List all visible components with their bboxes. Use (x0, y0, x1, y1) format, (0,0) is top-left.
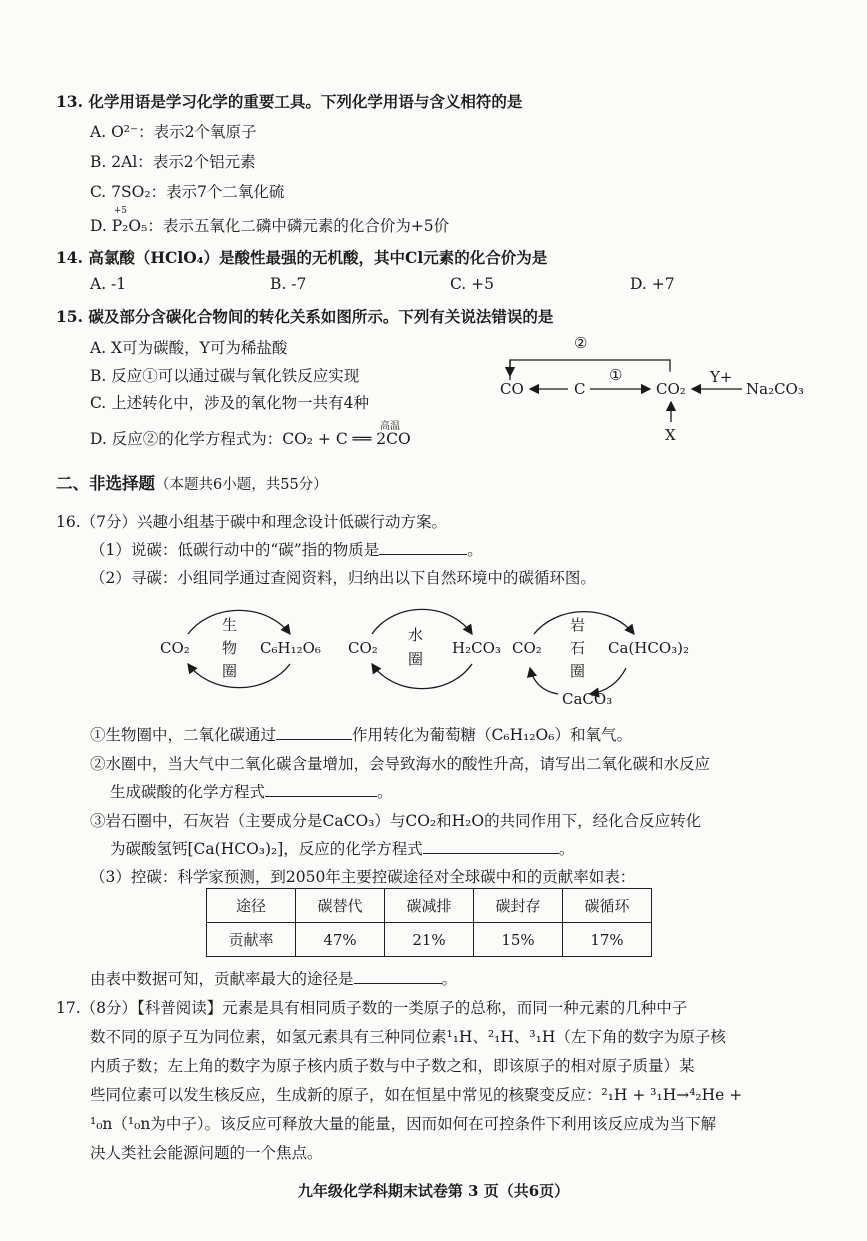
q16-sub1 (90, 723, 632, 745)
q13-option-a (90, 120, 257, 142)
option-label: A. (90, 123, 107, 141)
q16-sub1-text-b: 作用转化为葡萄糖（C₆H₁₂O₆）和氧气。 (352, 726, 632, 744)
co-label: CO (500, 380, 524, 398)
rock-char-2: 石 (570, 639, 586, 657)
section-note: （本题共6小题，共55分） (155, 477, 328, 493)
table-header-row (207, 889, 652, 923)
page-footer: 九年级化学科期末试卷第 3 页（共6页） (297, 1182, 570, 1200)
x-label: X (665, 426, 676, 444)
carbon-cycle-diagram (150, 590, 710, 716)
water-co2: CO₂ (348, 639, 378, 657)
answer-blank[interactable] (379, 540, 467, 555)
q16-part1-text: （1）说碳：低碳行动中的“碳”指的物质是 (90, 541, 380, 559)
option-label: B. (90, 153, 107, 171)
rock-co2: CO₂ (512, 639, 542, 657)
bio-char-2: 物 (222, 639, 238, 657)
q17-line1: 17.（8分）【科普阅读】元素是具有相同质子数的一类原子的总称，而同一种元素的几种中子 (56, 999, 688, 1017)
h2co3-label: H₂CO₃ (452, 639, 501, 657)
answer-blank[interactable] (423, 839, 559, 854)
table-cell: 47% (296, 923, 385, 957)
period: 。 (467, 541, 483, 559)
q16-conclusion (90, 967, 457, 989)
table-header-cell: 碳替代 (296, 889, 385, 923)
table-cell: 21% (385, 923, 474, 957)
q13-stem: 13. 化学用语是学习化学的重要工具。下列化学用语与含义相符的是 (56, 92, 523, 111)
q16-conclusion-text: 由表中数据可知，贡献率最大的途径是 (90, 970, 354, 988)
bio-co2: CO₂ (160, 639, 190, 657)
table-cell: 17% (563, 923, 652, 957)
option-label: D. (90, 217, 107, 235)
q14-option-d: D. +7 (630, 275, 675, 293)
answer-blank[interactable] (276, 725, 352, 740)
table-header-cell: 碳减排 (385, 889, 474, 923)
section-heading (56, 470, 328, 494)
valence-wrap (111, 206, 450, 235)
q15-option-b: B. 反应①可以通过碳与氧化铁反应实现 (90, 367, 360, 385)
q16-stem: 16.（7分）兴趣小组基于碳中和理念设计低碳行动方案。 (56, 513, 448, 531)
q15-stem: 15. 碳及部分含碳化合物间的转化关系如图所示。下列有关说法错误的是 (56, 307, 554, 326)
option-text: 7SO₂：表示7个二氧化硫 (111, 183, 285, 201)
period: 。 (441, 970, 458, 988)
option-text: O²⁻：表示2个氧原子 (111, 123, 257, 141)
table-header-cell: 碳循环 (563, 889, 652, 923)
table-cell: 15% (474, 923, 563, 957)
q15-option-a: A. X可为碳酸，Y可为稀盐酸 (90, 339, 288, 357)
bio-forward-arrow (188, 610, 290, 634)
table-header-cell: 途径 (207, 889, 296, 923)
q16-part2: （2）寻碳：小组同学通过查阅资料，归纳出以下自然环境中的碳循环图。 (90, 569, 596, 587)
q15-option-c: C. 上述转化中，涉及的氧化物一共有4种 (90, 394, 370, 412)
q16-sub2-line1: ②水圈中，当大气中二氧化碳含量增加，会导致海水的酸性升高，请写出二氧化碳和水反应 (90, 755, 711, 773)
option-text: P₂O₅：表示五氧化二磷中磷元素的化合价为+5价 (111, 217, 450, 235)
q14-stem: 14. 高氯酸（HClO₄）是酸性最强的无机酸，其中Cl元素的化合价为是 (56, 248, 548, 267)
answer-blank[interactable] (354, 969, 442, 984)
q17-line4: 些同位素可以发生核反应，生成新的原子，如在恒星中常见的核聚变反应：²₁H + ³₁H→⁴₂He + (90, 1086, 743, 1104)
q13-option-d (90, 206, 450, 236)
q14-option-c: C. +5 (450, 275, 495, 293)
q14-option-b: B. -7 (270, 275, 307, 293)
bio-char-3: 圈 (222, 662, 238, 680)
q13-option-b (90, 150, 256, 172)
caco3-label: CaCO₃ (562, 690, 613, 708)
answer-blank[interactable] (265, 782, 377, 797)
option-label: C. (90, 183, 107, 201)
cahco3-label: Ca(HCO₃)₂ (608, 639, 690, 657)
rock-char-3: 圈 (570, 662, 586, 680)
q16-part3: （3）控碳：科学家预测，到2050年主要控碳途径对全球碳中和的贡献率如表： (90, 868, 636, 886)
rock-char-1: 岩 (570, 616, 586, 634)
q16-sub2-line2 (110, 780, 393, 802)
q13-option-c (90, 180, 284, 202)
water-char-1: 水 (408, 626, 424, 644)
q14-option-a: A. -1 (90, 275, 127, 293)
bio-back-arrow (188, 664, 290, 688)
reaction-1-label: ① (609, 366, 623, 384)
reaction-2-path (510, 360, 670, 380)
reaction-2-label: ② (574, 334, 588, 352)
option-text: 2Al：表示2个铝元素 (111, 153, 256, 171)
contribution-table (206, 888, 652, 957)
bio-char-1: 生 (222, 616, 238, 634)
q16-sub2-text: 生成碳酸的化学方程式 (110, 783, 266, 801)
table-header-cell: 碳封存 (474, 889, 563, 923)
q17-line6: 决人类社会能源问题的一个焦点。 (90, 1144, 323, 1162)
period: 。 (558, 840, 575, 858)
q16-sub3-text: 为碳酸氢钙[Ca(HCO₃)₂]，反应的化学方程式 (110, 840, 423, 858)
table-row (207, 923, 652, 957)
table-cell: 贡献率 (207, 923, 296, 957)
reaction-condition: 高温 (380, 421, 400, 432)
q17-line3: 内质子数；左上角的数字为原子核内质子数与中子数之和，即该原子的相对原子质量）某 (90, 1057, 695, 1075)
q17-line5: ¹₀n（¹₀n为中子）。该反应可释放大量的能量，因而如何在可控条件下利用该反应成为当下解 (90, 1115, 717, 1133)
section-title: 二、非选择题 (56, 474, 155, 493)
q16-sub1-text-a: ①生物圈中，二氧化碳通过 (90, 726, 277, 744)
y-label: Y+ (710, 368, 733, 386)
caco3-to-co2-arrow (530, 668, 558, 694)
carbon-conversion-diagram (490, 330, 820, 448)
water-char-2: 圈 (408, 650, 424, 668)
q17-line2: 数不同的原子互为同位素，如氢元素具有三种同位素¹₁H、²₁H、³₁H（左下角的数字为原子核 (90, 1028, 726, 1046)
glucose-label: C₆H₁₂O₆ (260, 639, 321, 657)
q15-option-d: D. 反应②的化学方程式为：CO₂ + C ══ 2CO (90, 430, 411, 448)
q16-part1 (90, 538, 483, 560)
valence-superscript: +5 (113, 206, 128, 216)
period: 。 (377, 783, 393, 801)
q16-sub3-line2 (110, 837, 574, 859)
c-label: C (574, 380, 586, 398)
q16-sub3-line1: ③岩石圈中，石灰岩（主要成分是CaCO₃）与CO₂和H₂O的共同作用下，经化合反应转化 (90, 812, 702, 830)
na2co3-label: Na₂CO₃ (746, 380, 804, 398)
co2-label: CO₂ (656, 380, 686, 398)
